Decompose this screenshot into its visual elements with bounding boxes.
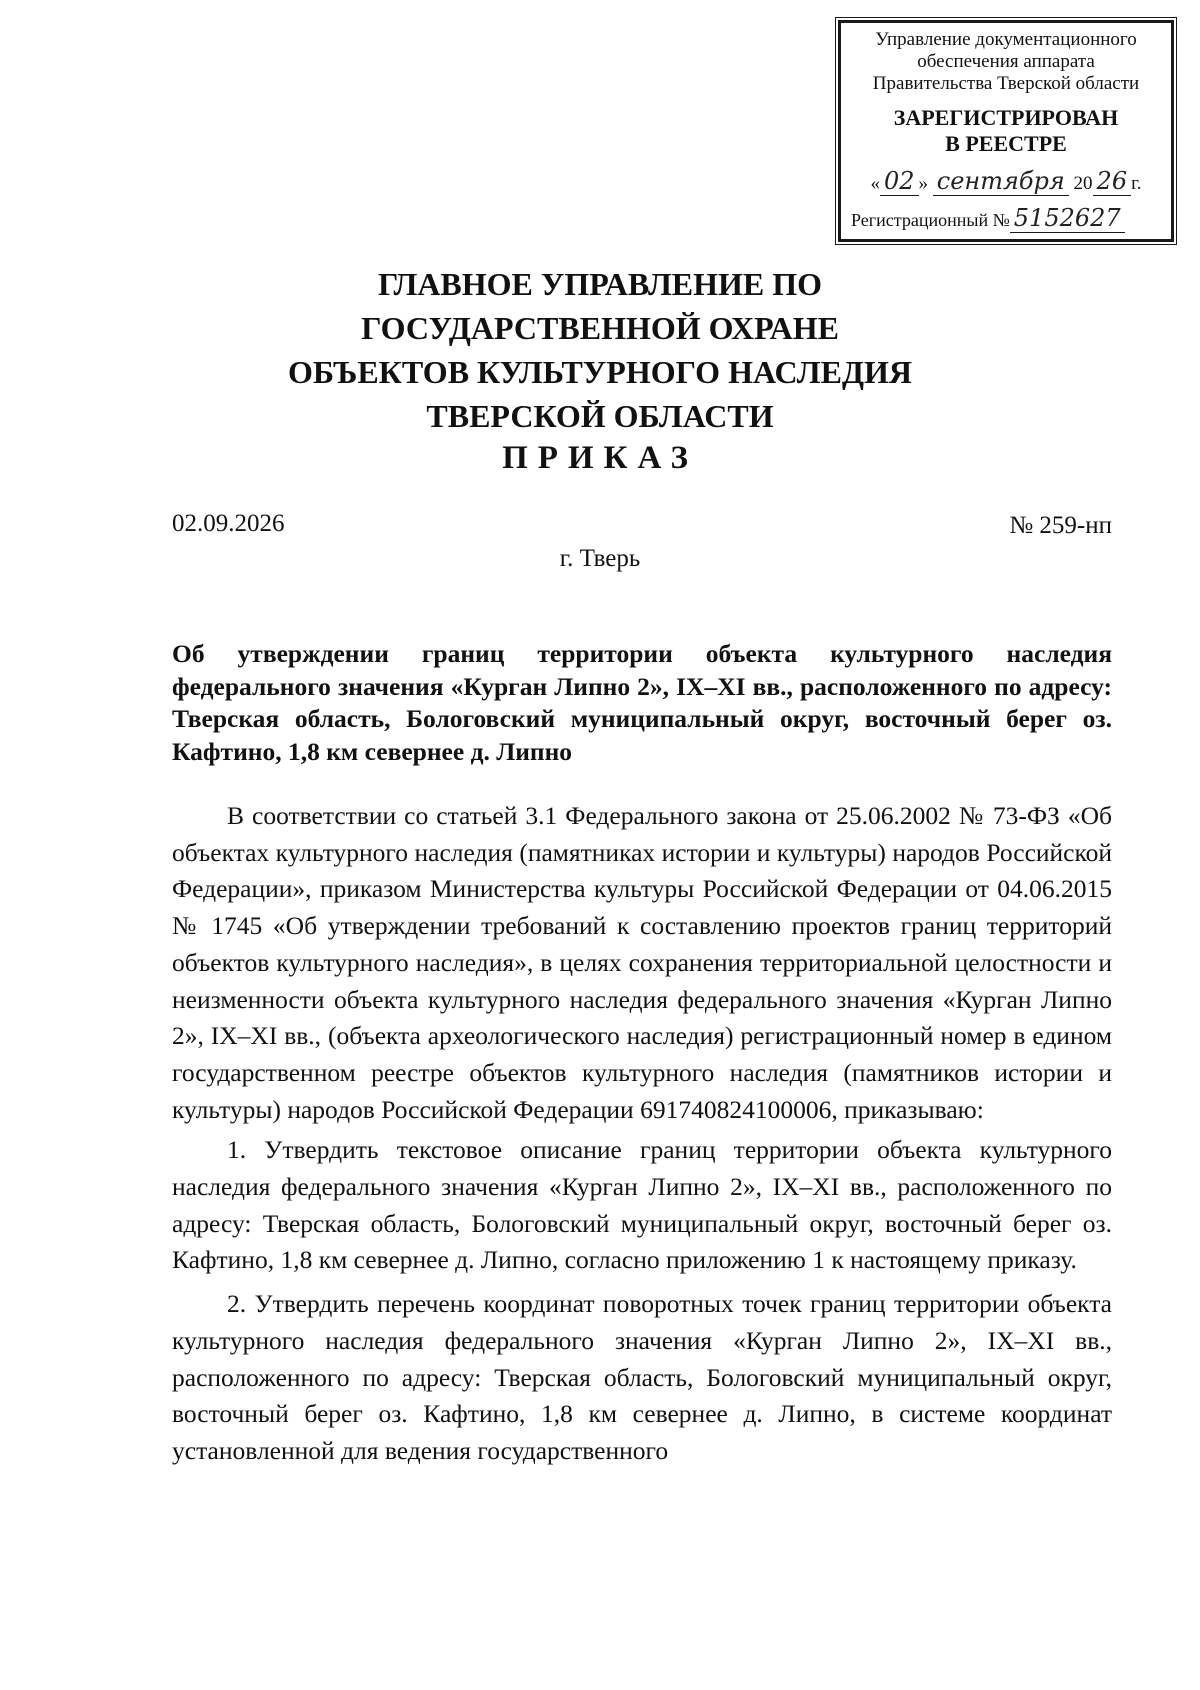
stamp-org-line-2: обеспечения аппарата — [917, 51, 1095, 72]
stamp-registered-line-2: В РЕЕСТРЕ — [945, 131, 1067, 156]
authority-line-2: ГОСУДАРСТВЕННОЙ ОХРАНЕ — [361, 310, 839, 346]
stamp-year: 26 — [1093, 167, 1132, 196]
stamp-org-line-3: Правительства Тверской области — [872, 73, 1140, 94]
stamp-open-quote: « — [870, 173, 880, 194]
body-item-2: 2. Утвердить перечень координат поворотных точек границ территории объекта культурного наследия федерального значения «Курган Липно 2», IX–XI вв., расположенного по адресу: Тверская область, Бологовский муниципальный округ, восточный берег оз. Кафтино, 1,8 км севернее д. Липно, в системе координат установленной для ведения государственного — [172, 1289, 1112, 1465]
stamp-reg-number: 5152627 — [1010, 204, 1125, 233]
authority-line-4: ТВЕРСКОЙ ОБЛАСТИ — [426, 398, 774, 434]
registration-stamp — [838, 20, 1174, 242]
stamp-year-suffix: г. — [1131, 173, 1142, 194]
order-city: г. Тверь — [559, 545, 641, 572]
body-item-1: 1. Утвердить текстовое описание границ территории объекта культурного наследия федерального значения «Курган Липно 2», IX–XI вв., расположенного по адресу: Тверская область, Бологовский муниципальный округ, восточный берег оз. Кафтино, 1,8 км севернее д. Липно, согласно приложению 1 к настоящему приказу. — [172, 1135, 1112, 1275]
stamp-year-prefix: 20 — [1073, 173, 1093, 194]
stamp-registered-line-1: ЗАРЕГИСТРИРОВАН — [893, 105, 1119, 130]
order-subject: Об утверждении границ территории объекта культурного наследия федерального значения «Курган Липно 2», IX–XI вв., расположенного по адресу: Тверская область, Бологовский муниципальный округ, восточный берег оз. Кафтино, 1,8 км севернее д. Липно — [172, 639, 1112, 766]
authority-line-3: ОБЪЕКТОВ КУЛЬТУРНОГО НАСЛЕДИЯ — [288, 354, 912, 390]
stamp-month: сентября — [933, 167, 1069, 196]
order-body — [172, 798, 1112, 1470]
authority-name — [0, 262, 1200, 438]
stamp-org-line-1: Управление документационного — [875, 29, 1137, 50]
body-preamble: В соответствии со статьей 3.1 Федерального закона от 25.06.2002 № 73-ФЗ «Об объектах культурного наследия (памятниках истории и культуры) народов Российской Федерации», приказом Министерства культуры Российской Федерации от 04.06.2015 № 1745 «Об утверждении требований к составлению проектов границ территорий объектов культурного наследия», в целях сохранения территориальной целостности и неизменности объекта культурного наследия федерального значения «Курган Липно 2», IX–XI вв., (объекта археологического наследия) регистрационный номер в едином государственном реестре объектов культурного наследия (памятников истории и культуры) народов Российской Федерации 691740824100006, приказываю: — [172, 801, 1112, 1124]
stamp-day: 02 — [880, 167, 919, 196]
stamp-reg-number-label: Регистрационный № — [851, 210, 1010, 230]
order-date: 02.09.2026 — [172, 510, 285, 537]
stamp-registration-date — [847, 167, 1165, 198]
stamp-close-quote: » — [918, 173, 929, 194]
order-number: № 259-нп — [1009, 512, 1112, 539]
stamp-registration-number — [847, 204, 1165, 234]
document-type-title: ПРИКАЗ — [502, 440, 698, 476]
authority-line-1: ГЛАВНОЕ УПРАВЛЕНИЕ ПО — [377, 266, 823, 302]
